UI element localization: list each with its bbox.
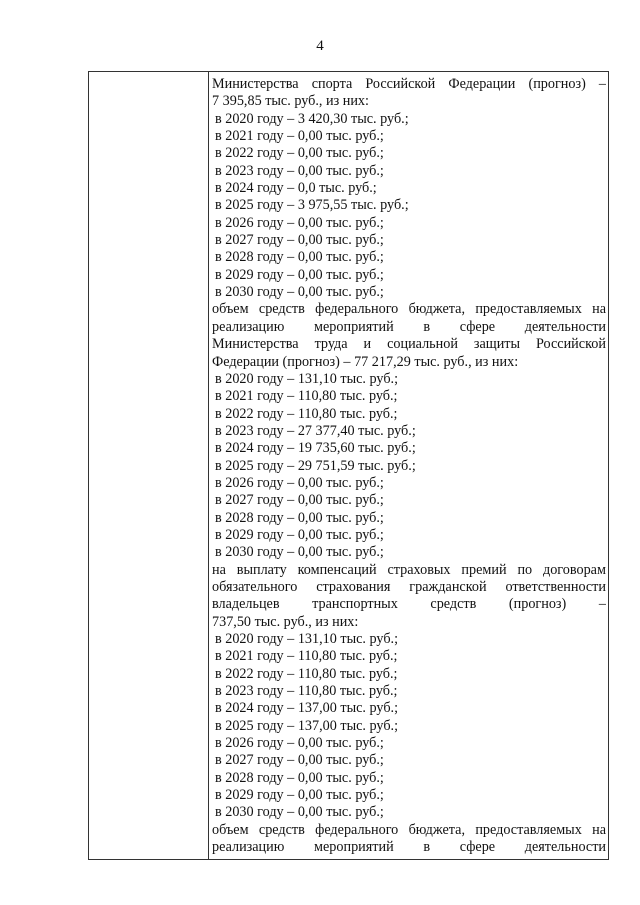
word: мероприятий bbox=[314, 318, 394, 335]
word: средств bbox=[258, 301, 305, 318]
text-line: Федерации (прогноз) – 77 217,29 тыс. руб., из них: bbox=[212, 353, 519, 370]
text-line: в 2027 году – 0,00 тыс. руб.; bbox=[215, 492, 384, 509]
word: гражданской bbox=[409, 578, 487, 595]
word: спорта bbox=[311, 76, 353, 92]
text-line: в 2028 году – 0,00 тыс. руб.; bbox=[215, 769, 384, 786]
text-line: в 2028 году – 0,00 тыс. руб.; bbox=[215, 249, 384, 266]
word: деятельности bbox=[524, 839, 606, 856]
text-line: в 2023 году – 110,80 тыс. руб.; bbox=[215, 683, 398, 700]
word: Министерства bbox=[212, 336, 299, 353]
text-line: в 2025 году – 3 975,55 тыс. руб.; bbox=[215, 197, 409, 214]
word: объем bbox=[212, 821, 249, 838]
text-line: в 2030 году – 0,00 тыс. руб.; bbox=[215, 284, 384, 301]
word: объем bbox=[212, 301, 249, 318]
word: – bbox=[598, 596, 606, 613]
text-line: в 2020 году – 131,10 тыс. руб.; bbox=[215, 631, 399, 647]
text-line: в 2025 году – 29 751,59 тыс. руб.; bbox=[215, 457, 416, 474]
text-line bbox=[212, 596, 606, 613]
text-line: в 2029 году – 0,00 тыс. руб.; bbox=[215, 526, 384, 543]
text-line: в 2020 году – 3 420,30 тыс. руб.; bbox=[215, 110, 409, 127]
word: защиты bbox=[473, 336, 521, 353]
text-line: в 2026 году – 0,00 тыс. руб.; bbox=[215, 474, 384, 491]
text-line: в 2022 году – 110,80 тыс. руб.; bbox=[215, 665, 398, 682]
word: на bbox=[212, 561, 226, 578]
word: Российской bbox=[536, 336, 606, 353]
word: выплату bbox=[236, 561, 287, 578]
page-number: 4 bbox=[316, 38, 324, 54]
word: труда bbox=[314, 336, 348, 353]
text-line bbox=[212, 822, 606, 839]
word: и bbox=[363, 336, 372, 353]
text-line bbox=[212, 319, 606, 336]
text-line: в 2029 году – 0,00 тыс. руб.; bbox=[215, 787, 384, 804]
text-line: в 2025 году – 137,00 тыс. руб.; bbox=[215, 717, 399, 734]
word: Российской bbox=[365, 76, 436, 92]
word: – bbox=[598, 76, 606, 92]
text-line: в 2021 году – 0,00 тыс. руб.; bbox=[215, 128, 384, 145]
word: средств bbox=[258, 821, 305, 838]
text-line: в 2024 году – 0,0 тыс. руб.; bbox=[215, 180, 377, 197]
word: сфере bbox=[459, 839, 496, 856]
text-line: в 2023 году – 0,00 тыс. руб.; bbox=[215, 162, 384, 179]
text-line: в 2024 году – 19 735,60 тыс. руб.; bbox=[215, 440, 416, 457]
word: транспортных bbox=[312, 596, 398, 613]
text-line: в 2023 году – 27 377,40 тыс. руб.; bbox=[215, 422, 416, 439]
word: бюджета, bbox=[408, 301, 466, 318]
word: на bbox=[592, 821, 606, 838]
word: в bbox=[423, 839, 431, 856]
text-line bbox=[212, 562, 606, 579]
text-line: в 2027 году – 0,00 тыс. руб.; bbox=[215, 232, 384, 249]
word: федерального bbox=[315, 301, 399, 318]
word: реализацию bbox=[212, 839, 285, 856]
text-line: в 2020 году – 131,10 тыс. руб.; bbox=[215, 370, 399, 387]
text-line: 737,50 тыс. руб., из них: bbox=[212, 613, 359, 630]
text-line bbox=[212, 579, 606, 596]
word: договорам bbox=[543, 561, 606, 578]
text-line: в 2029 году – 0,00 тыс. руб.; bbox=[215, 266, 384, 283]
word: страховых bbox=[387, 561, 451, 578]
word: ответственности bbox=[505, 578, 606, 595]
word: деятельности bbox=[524, 318, 606, 335]
text-line: в 2022 году – 0,00 тыс. руб.; bbox=[215, 145, 384, 162]
text-line: 7 395,85 тыс. руб., из них: bbox=[212, 93, 369, 110]
word: (прогноз) bbox=[528, 76, 586, 92]
word: (прогноз) bbox=[508, 596, 567, 613]
text-line: в 2024 году – 137,00 тыс. руб.; bbox=[215, 700, 399, 717]
word: в bbox=[423, 318, 431, 335]
word: средств bbox=[430, 596, 477, 613]
word: по bbox=[517, 561, 533, 578]
word: федерального bbox=[315, 821, 399, 838]
word: социальной bbox=[387, 336, 458, 353]
text-line bbox=[212, 336, 606, 353]
word: компенсаций bbox=[297, 561, 377, 578]
text-line bbox=[212, 76, 606, 93]
word: страхования bbox=[316, 578, 391, 595]
word: премий bbox=[461, 561, 507, 578]
word: обязательного bbox=[212, 578, 298, 595]
text-line: в 2026 году – 0,00 тыс. руб.; bbox=[215, 214, 384, 231]
text-line: в 2030 году – 0,00 тыс. руб.; bbox=[215, 544, 384, 561]
word: мероприятий bbox=[314, 839, 394, 856]
text-line: в 2027 году – 0,00 тыс. руб.; bbox=[215, 752, 384, 769]
word: Федерации bbox=[448, 76, 516, 92]
text-line: в 2026 году – 0,00 тыс. руб.; bbox=[215, 735, 384, 752]
word: бюджета, bbox=[408, 821, 466, 838]
document-table bbox=[88, 71, 609, 860]
word: владельцев bbox=[212, 596, 280, 613]
text-line: в 2021 году – 110,80 тыс. руб.; bbox=[215, 648, 398, 665]
text-line: в 2022 году – 110,80 тыс. руб.; bbox=[215, 405, 398, 422]
word: реализацию bbox=[212, 318, 285, 335]
text-line: в 2030 году – 0,00 тыс. руб.; bbox=[215, 804, 384, 821]
word: предоставляемых bbox=[475, 301, 582, 318]
column-divider bbox=[208, 72, 209, 859]
text-line bbox=[212, 301, 606, 318]
text-line bbox=[212, 839, 606, 856]
word: предоставляемых bbox=[475, 821, 582, 838]
text-line: в 2021 году – 110,80 тыс. руб.; bbox=[215, 388, 398, 405]
table-cell-text bbox=[212, 76, 606, 859]
word: Министерства bbox=[212, 76, 299, 92]
word: сфере bbox=[459, 318, 496, 335]
word: на bbox=[592, 301, 606, 318]
text-line: в 2028 году – 0,00 тыс. руб.; bbox=[215, 509, 384, 526]
